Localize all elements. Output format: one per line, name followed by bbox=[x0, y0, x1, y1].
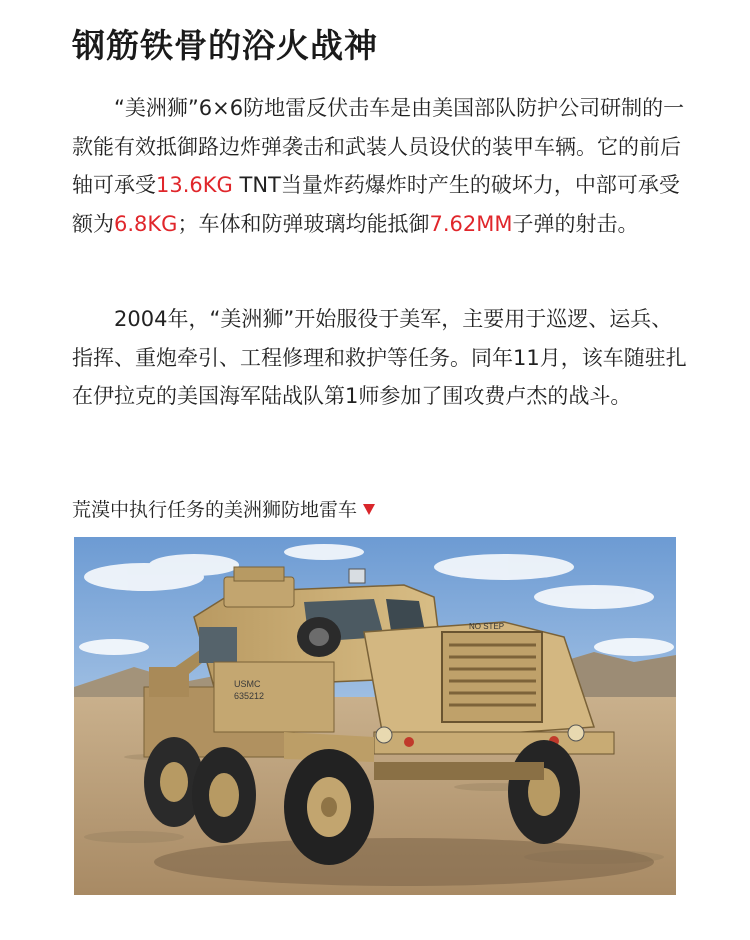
vehicle-photo bbox=[74, 537, 676, 895]
paragraph-text: TNT当量炸药爆炸时产生的破坏力，中部可承受额为 bbox=[72, 173, 680, 236]
side-marking-usmc: USMC bbox=[234, 679, 261, 689]
highlight-value: 7.62MM bbox=[429, 211, 513, 236]
highlight-value: 6.8KG bbox=[114, 211, 178, 236]
highlight-value: 13.6KG bbox=[156, 173, 233, 197]
paragraph-text: ；车体和防弹玻璃均能抵御 bbox=[177, 211, 430, 236]
vehicle-shadow bbox=[154, 838, 654, 886]
paragraph-text: 2004年，“美洲狮”开始服役于美军，主要用于巡逻、运兵、指挥、重炮牵引、工程修理和救护等任务。同年11月，该车随驻扎在伊拉克的美国海军陆战队第1师参加了围攻费卢杰的战斗。 bbox=[72, 307, 687, 408]
paragraph-text: “美洲狮”6×6防地雷反伏击车是由美国部队防护公司研制的一款能有效抵御路边炸弹袭击和武装人员设伏的装甲车辆。它的前后轴可承受 bbox=[72, 96, 685, 197]
down-triangle-icon bbox=[363, 504, 375, 515]
paragraph-history bbox=[72, 300, 692, 416]
paragraph-intro bbox=[72, 89, 692, 243]
paragraph-text: 子弹的射击。 bbox=[512, 211, 639, 236]
vehicle-illustration bbox=[74, 537, 676, 895]
side-marking-number: 635212 bbox=[234, 691, 265, 701]
bumper-marking: NO STEP bbox=[469, 622, 505, 631]
image-caption bbox=[72, 495, 375, 525]
caption-text: 荒漠中执行任务的美洲狮防地雷车 bbox=[72, 499, 358, 521]
article-title: 钢筋铁骨的浴火战神 bbox=[72, 26, 378, 65]
